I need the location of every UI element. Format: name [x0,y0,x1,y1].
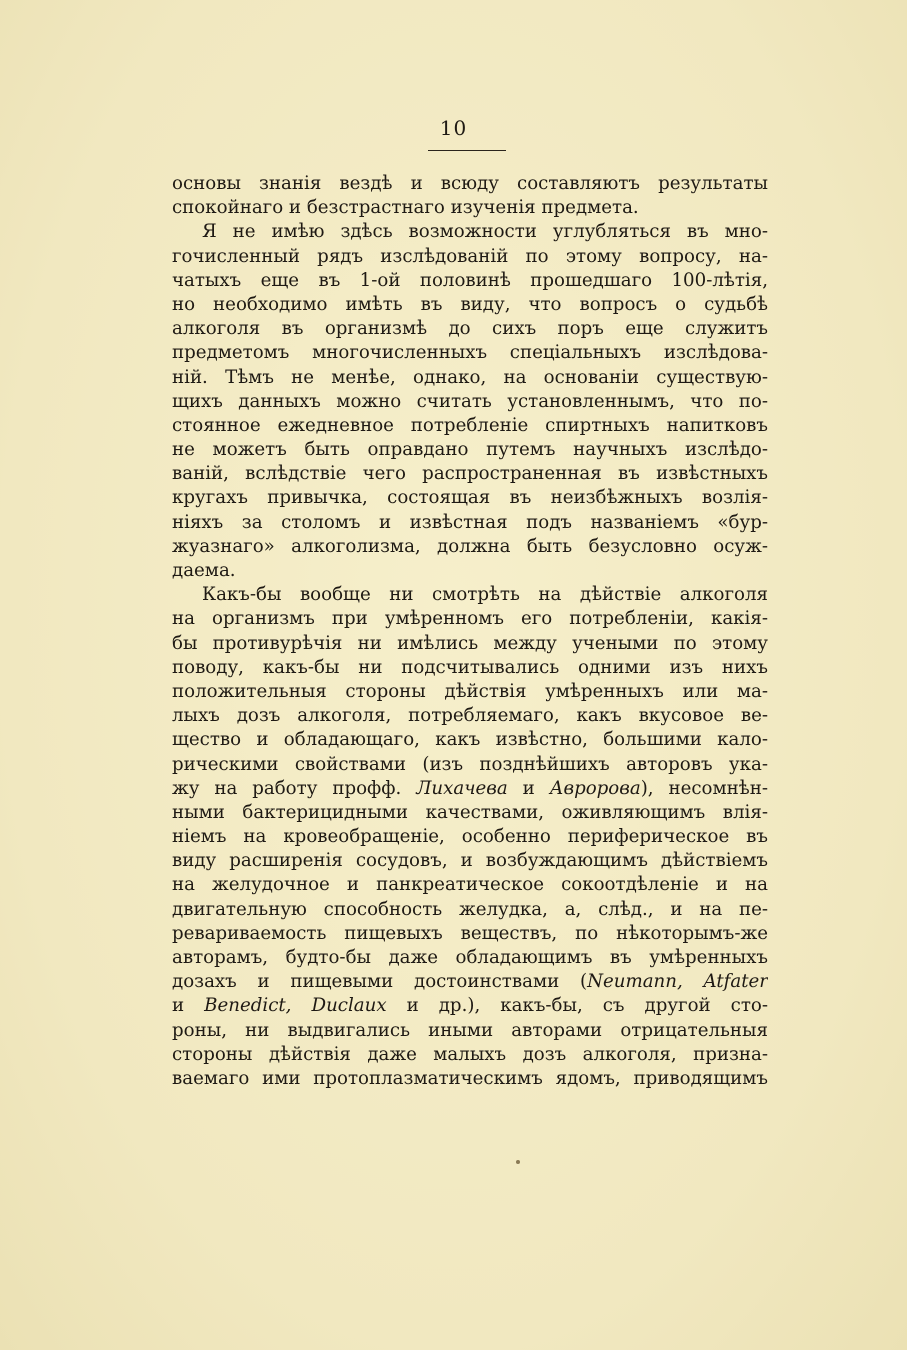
text-line: бы противурѣчія ни имѣлись между учеными по этому [172,632,768,654]
author-name: Duclaux [311,995,387,1017]
text-line: чатыхъ еще въ 1-ой половинѣ прошедшаго 100-лѣтія, [172,269,768,291]
body-text [172,172,768,1091]
text-line: положительныя стороны дѣйствія умѣренныхъ или ма- [172,680,768,702]
text-line: на организмъ при умѣренномъ его потребленіи, какія- [172,608,768,630]
text-line: ніяхъ за столомъ и извѣстная подъ названіемъ «бур- [172,511,768,533]
text-line: щество и обладающаго, какъ извѣстно, большими кало- [172,729,768,751]
text-line: поводу, какъ-бы ни подсчитывались одними изъ нихъ [172,656,768,678]
text-line-with-names [172,994,768,1018]
text-fragment: дозахъ и пищевыми достоинствами ( [172,971,588,993]
author-name: Benedict, [204,995,292,1017]
text-line: ваемаго ими протоплазматическимъ ядомъ, приводящимъ [172,1067,768,1089]
text-line: двигательную способность желудка, а, слѣд., и на пе- [172,898,768,920]
text-line: ній. Тѣмъ не менѣе, однако, на основаніи существую- [172,366,768,388]
text-fragment [291,995,311,1016]
text-line: роны, ни выдвигались иными авторами отрицательныя [172,1019,768,1041]
text-line: спокойнаго и безстрастнаго изученія предмета. [172,197,639,219]
text-line-with-names [172,970,768,994]
text-line: основы знанія вездѣ и всюду составляютъ результаты [172,173,768,194]
text-line: но необходимо имѣть въ виду, что вопросъ о судьбѣ [172,293,768,315]
text-line: на желудочное и панкреатическое сокоотдѣленіе и на [172,874,768,896]
header-rule [428,150,506,151]
text-line: щихъ данныхъ можно считать установленнымъ, что по- [172,390,768,412]
text-line: Какъ-бы вообще ни смотрѣть на дѣйствіе алкоголя [202,584,768,606]
text-line: ревариваемость пищевыхъ веществъ, по нѣкоторымъ-же [172,922,768,944]
text-line: даема. [172,560,236,581]
text-line: не можетъ быть оправдано путемъ научныхъ изслѣдо- [172,439,768,461]
text-line: авторамъ, будто-бы даже обладающимъ въ умѣренныхъ [172,947,768,968]
text-line: стоянное ежедневное потребленіе спиртныхъ напитковъ [172,414,768,436]
text-line: лыхъ дозъ алкоголя, потребляемаго, какъ вкусовое ве- [172,705,768,727]
text-fragment: и [172,995,205,1017]
text-line: кругахъ привычка, состоящая въ неизбѣжныхъ возлія- [172,487,768,509]
author-name: Neumann, [587,971,683,993]
text-line: стороны дѣйствія даже малыхъ дозъ алкоголя, призна- [172,1043,768,1065]
text-line: алкоголя въ организмѣ до сихъ поръ еще служитъ [172,318,768,340]
text-line: Я не имѣю здѣсь возможности углубляться въ мно- [202,221,768,243]
text-line: предметомъ многочисленныхъ спеціальныхъ изслѣдова- [172,342,768,364]
text-fragment: жу на работу профф. [172,777,417,799]
text-line: ваній, вслѣдствіе чего распространенная въ извѣстныхъ [172,463,768,485]
page-number: 10 [439,116,468,140]
text-line: гочисленный рядъ изслѣдованій по этому вопросу, на- [172,245,768,267]
text-fragment: и др.), какъ-бы, съ другой сто- [386,995,768,1017]
author-name: Авророва [549,777,641,799]
text-line: ными бактерицидными качествами, оживляющимъ влія- [172,801,768,823]
author-name: Лихачева [416,777,508,799]
text-fragment: ), несомнѣн- [640,777,768,799]
text-line: жуазнаго» алкоголизма, должна быть безусловно осуж- [172,535,768,557]
author-name: Atfater [703,971,768,993]
text-line: ніемъ на кровеобращеніе, особенно периферическое въ [172,826,768,848]
paper-speck [516,1160,520,1164]
text-fragment [683,971,704,992]
text-fragment: и [507,777,550,799]
text-line-with-names [172,777,768,801]
text-line: рическими свойствами (изъ позднѣйшихъ авторовъ ука- [172,753,768,775]
text-line: виду расширенія сосудовъ, и возбуждающимъ дѣйствіемъ [172,850,768,872]
